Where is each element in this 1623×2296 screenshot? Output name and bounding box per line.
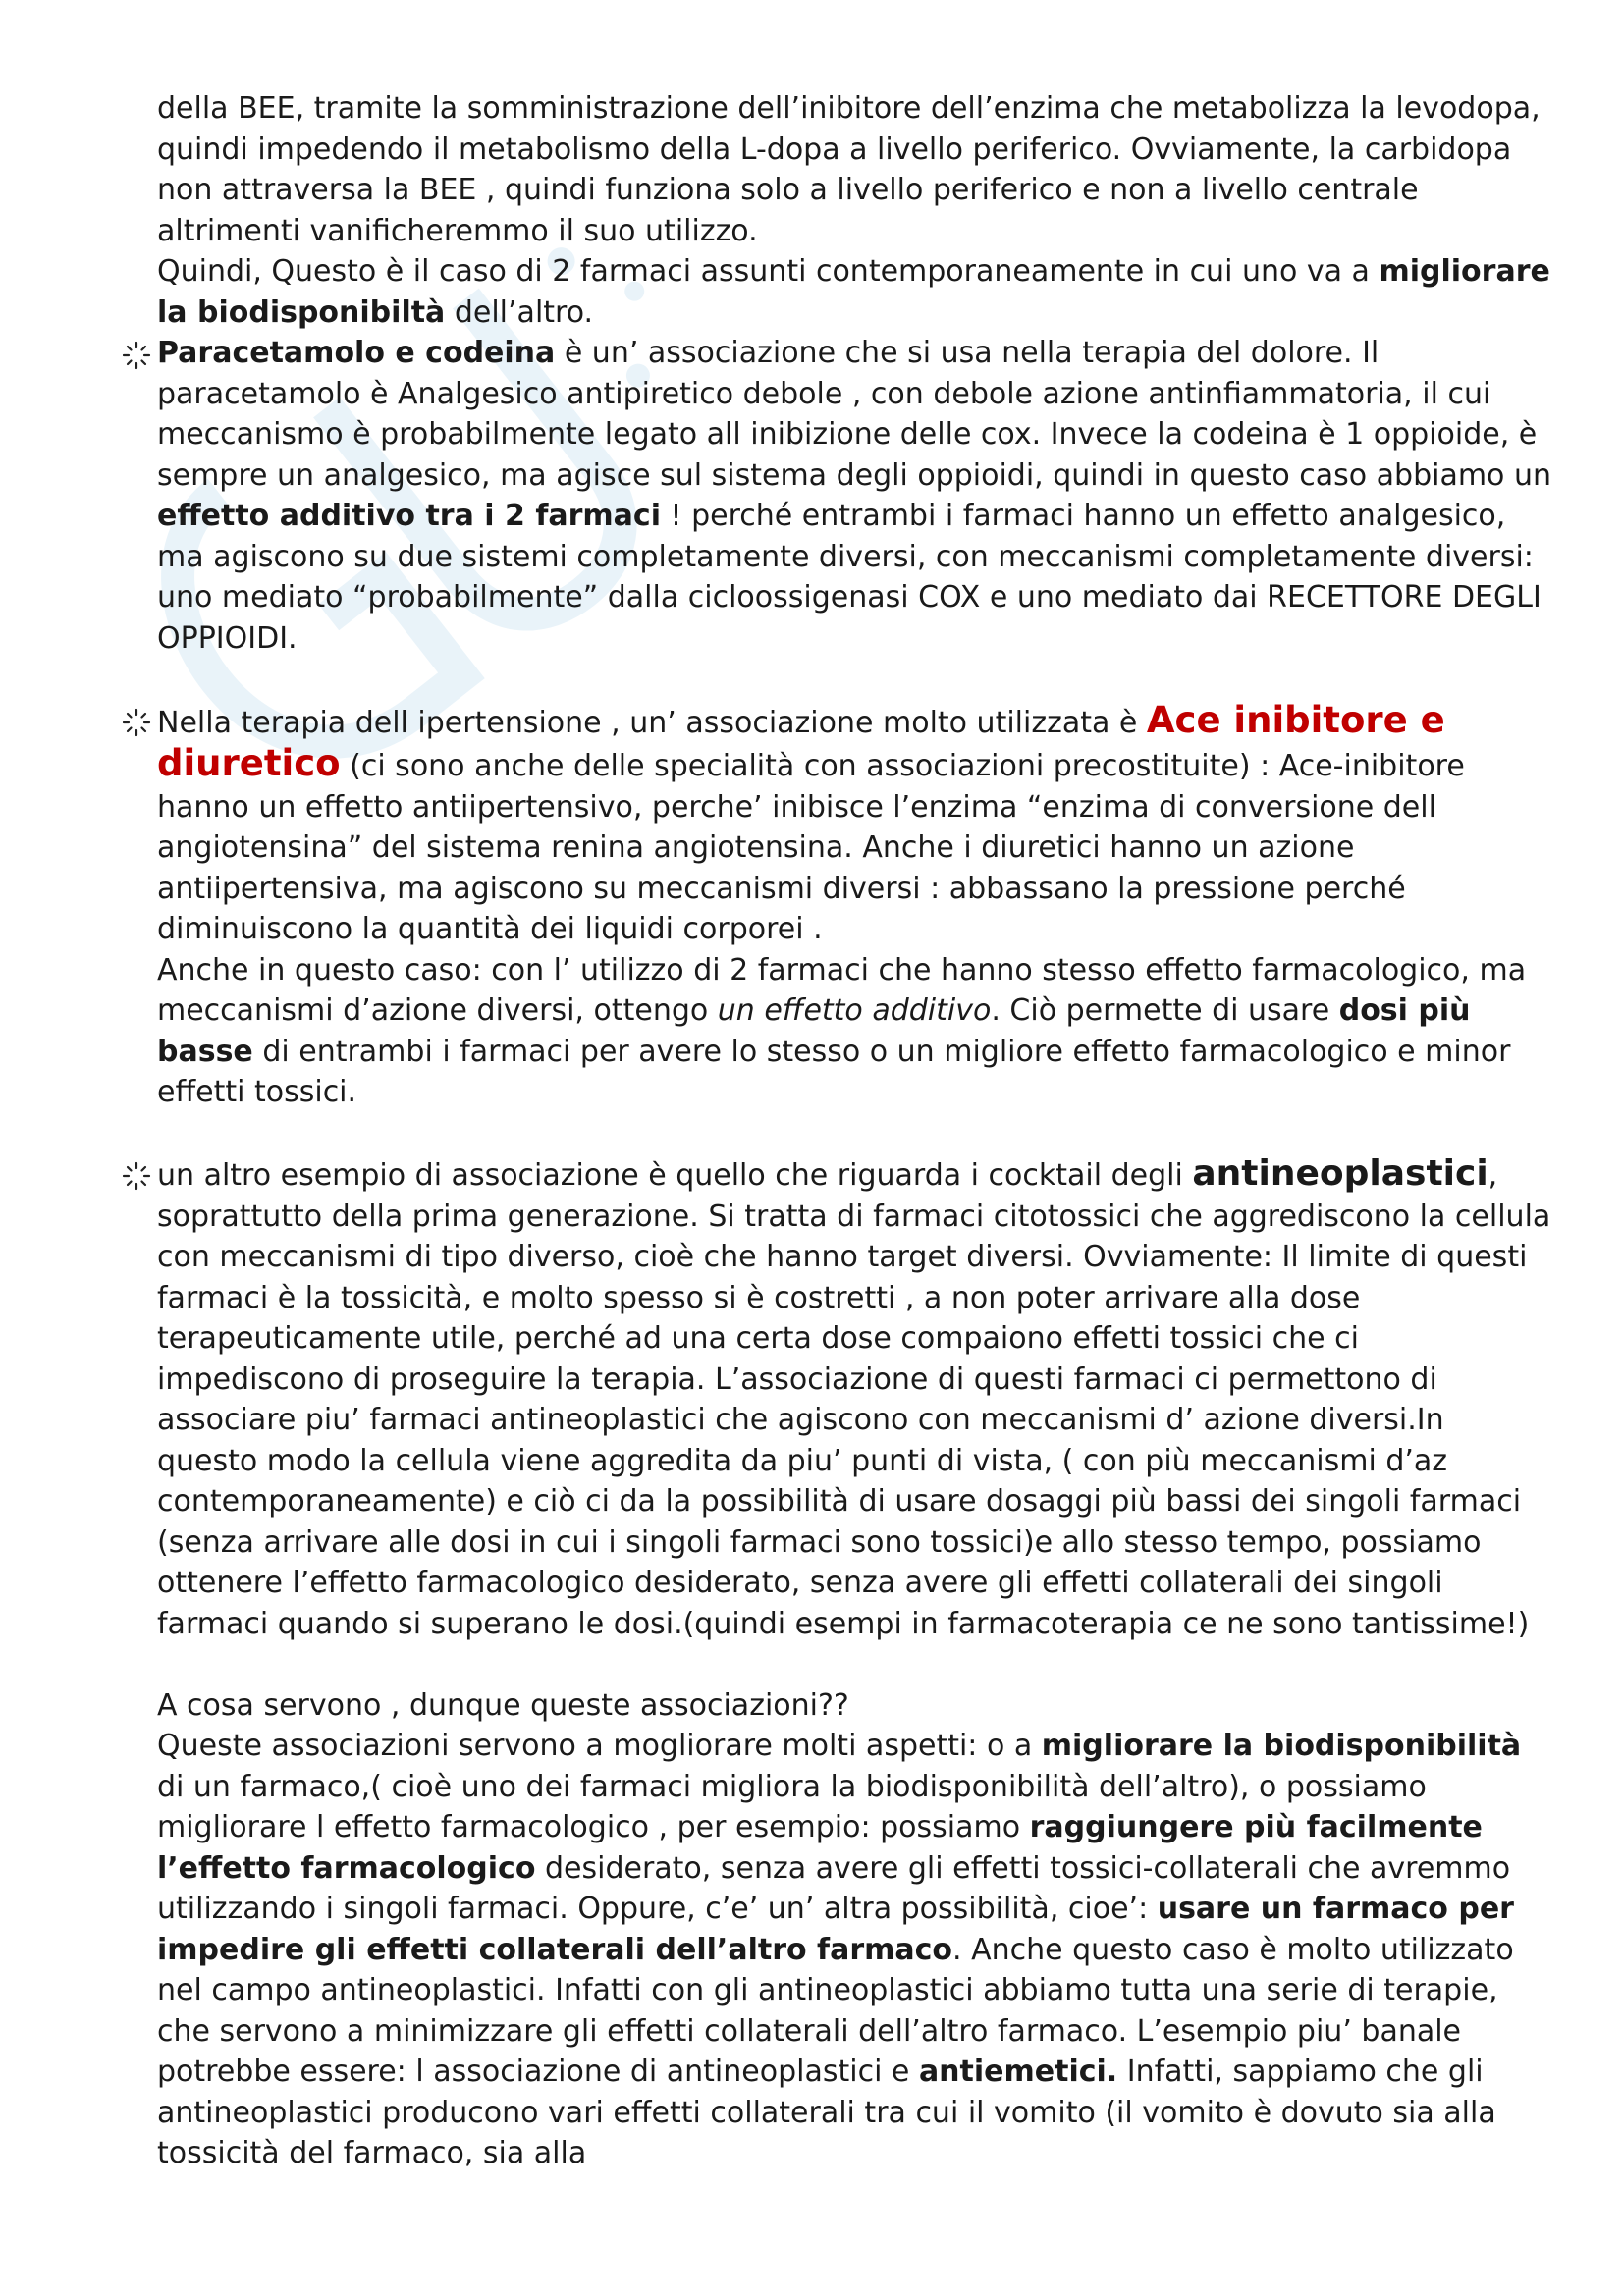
paragraph-ace-inibitore: Nella terapia dell ipertensione , un’ associazione molto utilizzata è Ace inibitore e diuretico (ci sono anche delle specialità con associazioni precostituite) : Ace-inibitore hanno un effetto antiipertensivo, perche’ inibisce l’enzima “enzima di conversione dell angiotensina” del sistema renina angiotensina. Anche i diuretici hanno un azione antiipertensiva, ma agiscono su meccanismi diversi : abbassano la pressione perché diminuiscono la quantità dei liquidi corporei . [157,700,1551,950]
paragraph-biodisponibilita: Quindi, Questo è il caso di 2 farmaci assunti contemporaneamente in cui uno va a migliorare la biodisponibiltà dell’altro. [157,254,1550,330]
paragraph-question: A cosa servono , dunque queste associazioni?? [157,1687,849,1723]
sparkle-bullet-icon [122,708,151,737]
paragraph-associazioni: Queste associazioni servono a mogliorare molti aspetti: o a migliorare la biodisponibilità di un farmaco,( cioè uno dei farmaci migliora la biodisponibilità dell’altro), o possiamo migliorare l effetto farmacologico , per esempio: possiamo raggiungere più facilmente l’effetto farmacologico desiderato, senza avere gli effetti tossici-collaterali che avremmo utilizzando i singoli farmaci. Oppure, c’e’ un’ altra possibilità, cioe’: usare un farmaco per impedire gli effetti collaterali dell’altro farmaco. Anche questo caso è molto utilizzato nel campo antineoplastici. Infatti con gli antineoplastici abbiamo tutta una serie di terapie, che servono a minimizzare gli effetti collaterali dell’altro farmaco. L’esempio piu’ banale potrebbe essere: l associazione di antineoplastici e antiemetici. Infatti, sappiamo che gli antineoplastici producono vari effetti collaterali tra cui il vomito (il vomito è dovuto sia alla tossicità del farmaco, sia alla [157,1729,1522,2170]
document-body [157,88,1551,2174]
paragraph-antineoplastici: un altro esempio di associazione è quello che riguarda i cocktail degli antineoplastici, soprattutto della prima generazione. Si tratta di farmaci citotossici che aggrediscono la cellula con meccanismi di tipo diverso, cioè che hanno target diversi. Ovviamente: Il limite di questi farmaci è la tossicità, e molto spesso si è costretti , a non poter arrivare alla dose terapeuticamente utile, perché ad una certa dose compaiono effetti tossici che ci impediscono di proseguire la terapia. L’associazione di questi farmaci ci permettono di associare piu’ farmaci antineoplastici che agiscono con meccanismi d’ azione diversi.In questo modo la cellula viene aggredita da piu’ punti di vista, ( con più meccanismi d’az contemporaneamente) e ciò ci da la possibilità di usare dosaggi più bassi dei singoli farmaci (senza arrivare alle dosi in cui i singoli farmaci sono tossici)e allo stesso tempo, possiamo ottenere l’effetto farmacologico desiderato, senza avere gli effetti collaterali dei singoli farmaci quando si superano le dosi.(quindi esempi in farmacoterapia ce ne sono tantissime!) [157,1153,1551,1644]
sparkle-bullet-icon [122,1161,151,1191]
paragraph-effetto-additivo: Anche in questo caso: con l’ utilizzo di 2 farmaci che hanno stesso effetto farmacologico, ma meccanismi d’azione diversi, ottengo un effetto additivo. Ciò permette di usare dosi più basse di entrambi i farmaci per avere lo stesso o un migliore effetto farmacologico e minor effetti tossici. [157,952,1527,1109]
paragraph-paracetamolo: Paracetamolo e codeina è un’ associazione che si usa nella terapia del dolore. Il paracetamolo è Analgesico antipiretico debole , con debole azione antinfiammatoria, il cui meccanismo è probabilmente legato all inibizione delle cox. Invece la codeina è 1 oppioide, è sempre un analgesico, ma agisce sul sistema degli oppioidi, quindi in questo caso abbiamo un effetto additivo tra i 2 farmaci ! perché entrambi i farmaci hanno un effetto analgesico, ma agiscono su due sistemi completamente diversi, con meccanismi completamente diversi: uno mediato “probabilmente” dalla cicloossigenasi COX e uno mediato dai RECETTORE DEGLI OPPIOIDI. [157,333,1551,659]
sparkle-bullet-icon [122,341,151,370]
paragraph-carbidopa: della BEE, tramite la somministrazione dell’inibitore dell’enzima che metabolizza la levodopa, quindi impedendo il metabolismo della L-dopa a livello periferico. Ovviamente, la carbidopa non attraversa la BEE , quindi funziona solo a livello periferico e non a livello centrale altrimenti vanificheremmo il suo utilizzo. [157,91,1541,248]
